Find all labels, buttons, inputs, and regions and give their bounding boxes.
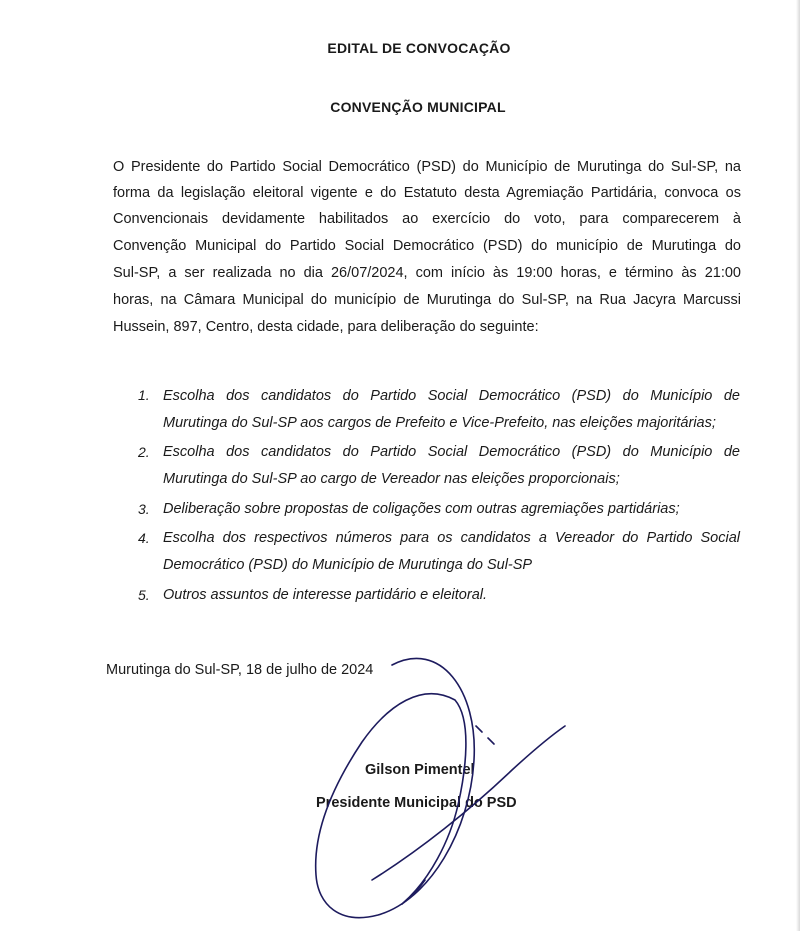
document-subtitle: CONVENÇÃO MUNICIPAL — [330, 99, 506, 115]
body-line: Sul-SP, a ser realizada no dia 26/07/2024, com início às 19:00 horas, e término às 21:00 — [113, 265, 741, 281]
agenda-item-line: Escolha dos candidatos do Partido Social Democrático (PSD) do Município de — [163, 444, 740, 460]
agenda-item-number: 4. — [138, 530, 150, 546]
agenda-item-line: Escolha dos respectivos números para os candidatos a Vereador do Partido Social — [163, 530, 740, 546]
body-line: Hussein, 897, Centro, desta cidade, para deliberação do seguinte: — [113, 319, 539, 335]
agenda-item-line: Deliberação sobre propostas de coligações com outras agremiações partidárias; — [163, 501, 680, 517]
agenda-item-number: 5. — [138, 587, 150, 603]
page-edge — [796, 0, 800, 931]
agenda-item-line: Murutinga do Sul-SP ao cargo de Vereador nas eleições proporcionais; — [163, 471, 620, 487]
agenda-item-line: Murutinga do Sul-SP aos cargos de Prefeito e Vice-Prefeito, nas eleições majoritárias; — [163, 415, 716, 431]
body-line: Convenção Municipal do Partido Social Democrático (PSD) do município de Murutinga do — [113, 238, 741, 254]
agenda-item-number: 2. — [138, 444, 150, 460]
body-line: Convencionais devidamente habilitados ao exercício do voto, para comparecerem à — [113, 211, 741, 227]
agenda-item-line: Democrático (PSD) do Município de Murutinga do Sul-SP — [163, 557, 533, 573]
document-title: EDITAL DE CONVOCAÇÃO — [327, 40, 511, 56]
agenda-item-line: Escolha dos candidatos do Partido Social Democrático (PSD) do Município de — [163, 388, 740, 404]
body-line: horas, na Câmara Municipal do município de Murutinga do Sul-SP, na Rua Jacyra Marcussi — [113, 292, 741, 308]
signer-name: Gilson Pimentel — [365, 762, 475, 778]
body-line: O Presidente do Partido Social Democrático (PSD) do Município de Murutinga do Sul-SP, na — [113, 159, 741, 175]
signer-role: Presidente Municipal do PSD — [316, 795, 517, 811]
place-date: Murutinga do Sul-SP, 18 de julho de 2024 — [106, 662, 374, 678]
body-line: forma da legislação eleitoral vigente e do Estatuto desta Agremiação Partidária, convoca os — [113, 185, 741, 201]
agenda-item-line: Outros assuntos de interesse partidário e eleitoral. — [163, 587, 488, 603]
agenda-item-number: 1. — [138, 387, 150, 403]
agenda-item-number: 3. — [138, 501, 150, 517]
